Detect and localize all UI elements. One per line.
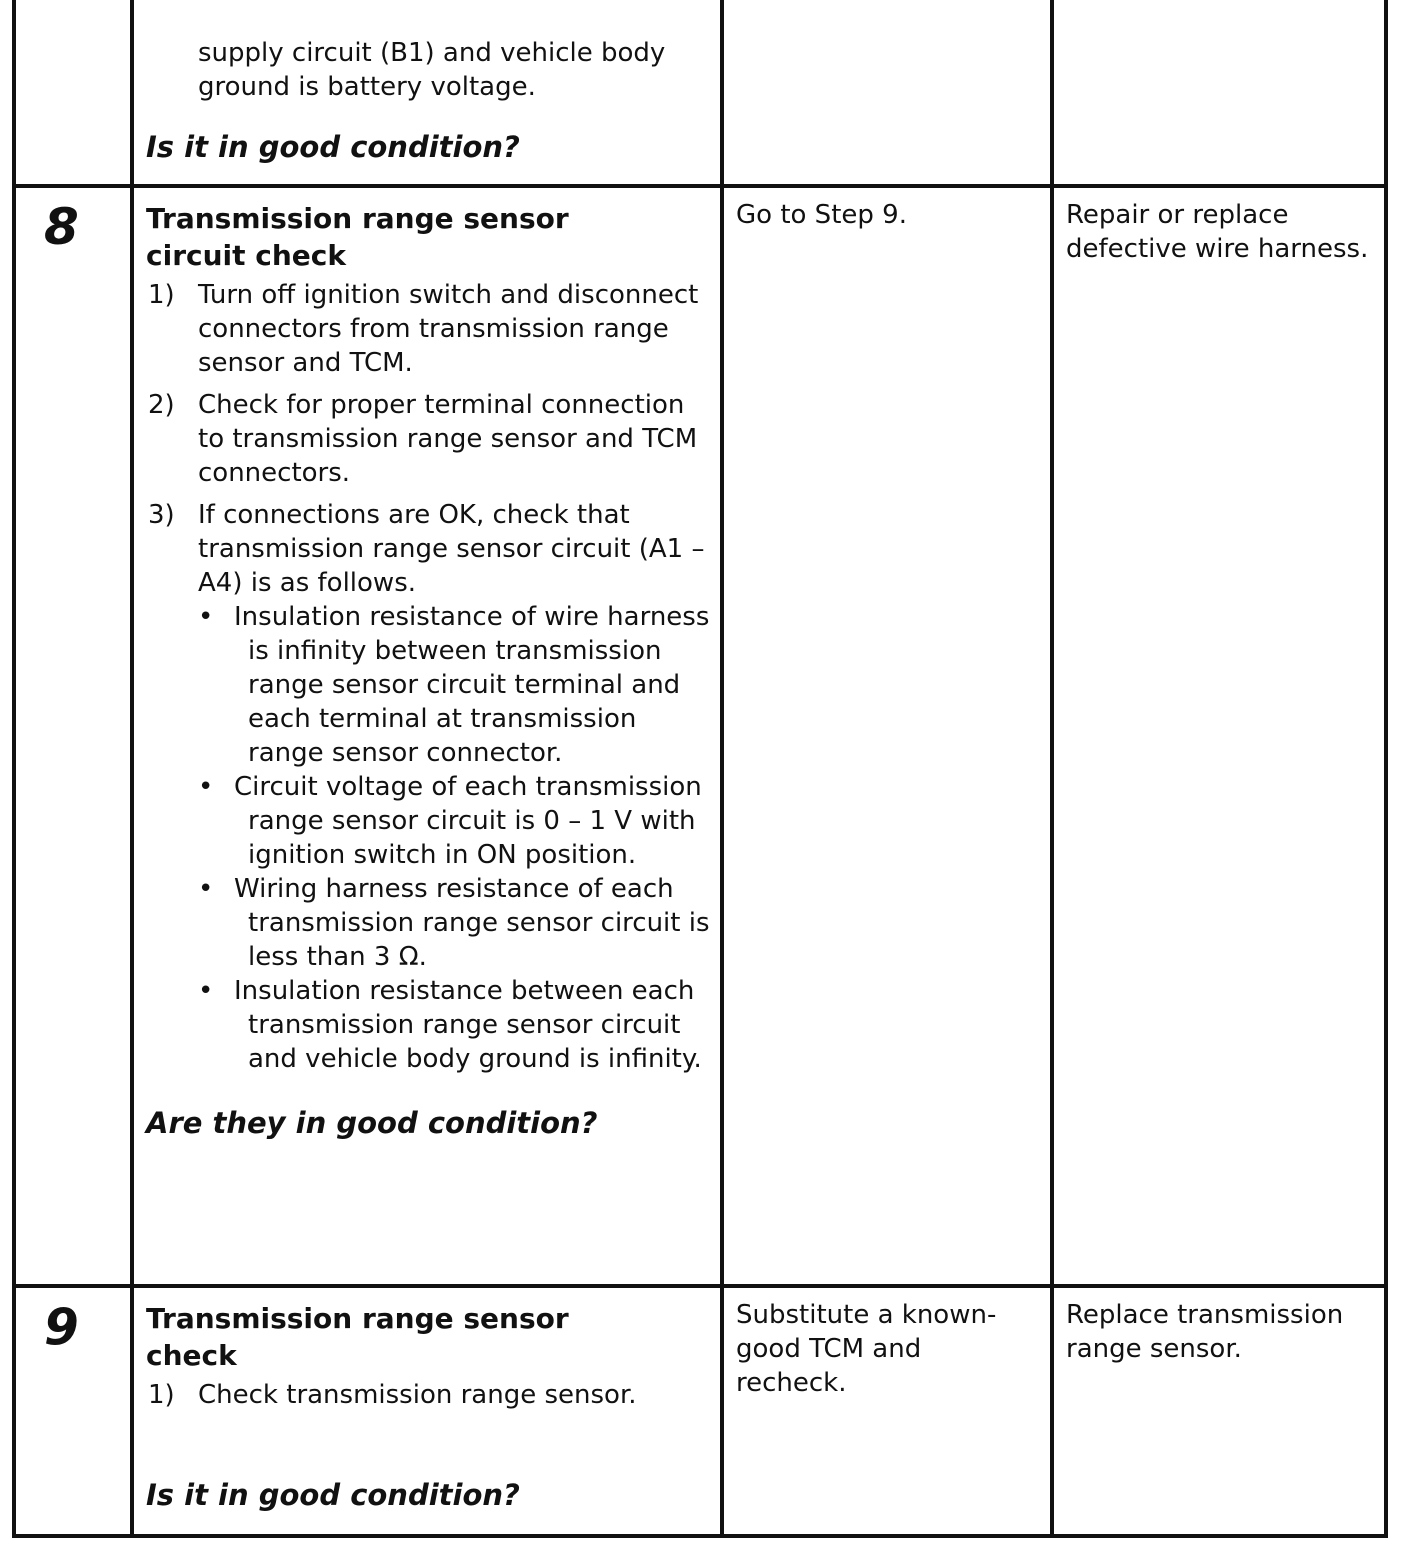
condition-bullet [198, 770, 710, 872]
step-number: 8 [44, 198, 79, 256]
table-row-continued [14, 0, 1386, 186]
yes-cell-continued [722, 0, 1052, 186]
procedure-text: Check for proper terminal connection to transmission range sensor and TCM connectors. [198, 390, 698, 488]
yes-cell-8 [722, 186, 1052, 1286]
bullet-icon: • [198, 772, 214, 802]
procedure-number: 2) [148, 390, 175, 420]
table-row-step-8 [14, 186, 1386, 1286]
no-cell-continued [1052, 0, 1386, 186]
step-title-line: Transmission range sensor [146, 202, 569, 235]
step-number: 9 [44, 1298, 79, 1356]
bullet-icon: • [198, 976, 214, 1006]
step-title-line: Transmission range sensor [146, 1302, 569, 1335]
diagnostic-table-sheet [12, 0, 1384, 1538]
bullet-icon: • [198, 602, 214, 632]
yes-result: Go to Step 9. [736, 200, 907, 230]
diagnostic-flow-table [12, 0, 1388, 1538]
procedure-item [146, 388, 710, 490]
step-cell-8 [14, 186, 132, 1286]
no-result: Replace transmission range sensor. [1066, 1300, 1344, 1364]
continued-line: ground is battery voltage. [198, 72, 536, 102]
bullet-text: Insulation resistance between each transmission range sensor circuit and vehicle body ground is infinity. [234, 976, 702, 1074]
procedure-item [146, 278, 710, 380]
procedure-text: Turn off ignition switch and disconnect connectors from transmission range sensor and TCM. [198, 280, 699, 378]
procedure-list [146, 1378, 710, 1412]
step-title-line: check [146, 1339, 237, 1372]
bullet-text: Wiring harness resistance of each transmission range sensor circuit is less than 3 Ω. [234, 874, 710, 972]
step-title [146, 200, 710, 274]
bullet-text: Circuit voltage of each transmission range sensor circuit is 0 – 1 V with ignition switch in ON position. [234, 772, 702, 870]
action-cell-continued [132, 0, 722, 186]
condition-bullet [198, 974, 710, 1076]
question-step-8: Are they in good condition? [146, 1106, 598, 1140]
question-step-9: Is it in good condition? [146, 1478, 520, 1512]
procedure-text: Check transmission range sensor. [198, 1380, 637, 1410]
bullet-icon: • [198, 874, 214, 904]
step-title [146, 1300, 710, 1374]
condition-bullet [198, 872, 710, 974]
no-result: Repair or replace defective wire harness. [1066, 200, 1369, 264]
no-cell-8 [1052, 186, 1386, 1286]
procedure-number: 3) [148, 500, 175, 530]
no-cell-9 [1052, 1286, 1386, 1536]
table-row-step-9 [14, 1286, 1386, 1536]
procedure-item [146, 1378, 710, 1412]
action-cell-8 [132, 186, 722, 1286]
continued-text [146, 36, 710, 104]
condition-bullet [198, 600, 710, 770]
yes-cell-9 [722, 1286, 1052, 1536]
procedure-number: 1) [148, 1380, 175, 1410]
procedure-text: If connections are OK, check that transmission range sensor circuit (A1 – A4) is as follows. [198, 500, 705, 598]
action-cell-9 [132, 1286, 722, 1536]
continued-line: supply circuit (B1) and vehicle body [198, 38, 666, 68]
step-cell-continued [14, 0, 132, 186]
procedure-list [146, 278, 710, 1076]
procedure-item [146, 498, 710, 1076]
step-cell-9 [14, 1286, 132, 1536]
step-title-line: circuit check [146, 239, 347, 272]
question-continued: Is it in good condition? [146, 130, 520, 164]
bullet-text: Insulation resistance of wire harness is infinity between transmission range sensor circuit terminal and each terminal at transmission range sensor connector. [234, 602, 710, 768]
condition-bullet-list [198, 600, 710, 1076]
procedure-number: 1) [148, 280, 175, 310]
yes-result: Substitute a known-good TCM and recheck. [736, 1300, 997, 1398]
